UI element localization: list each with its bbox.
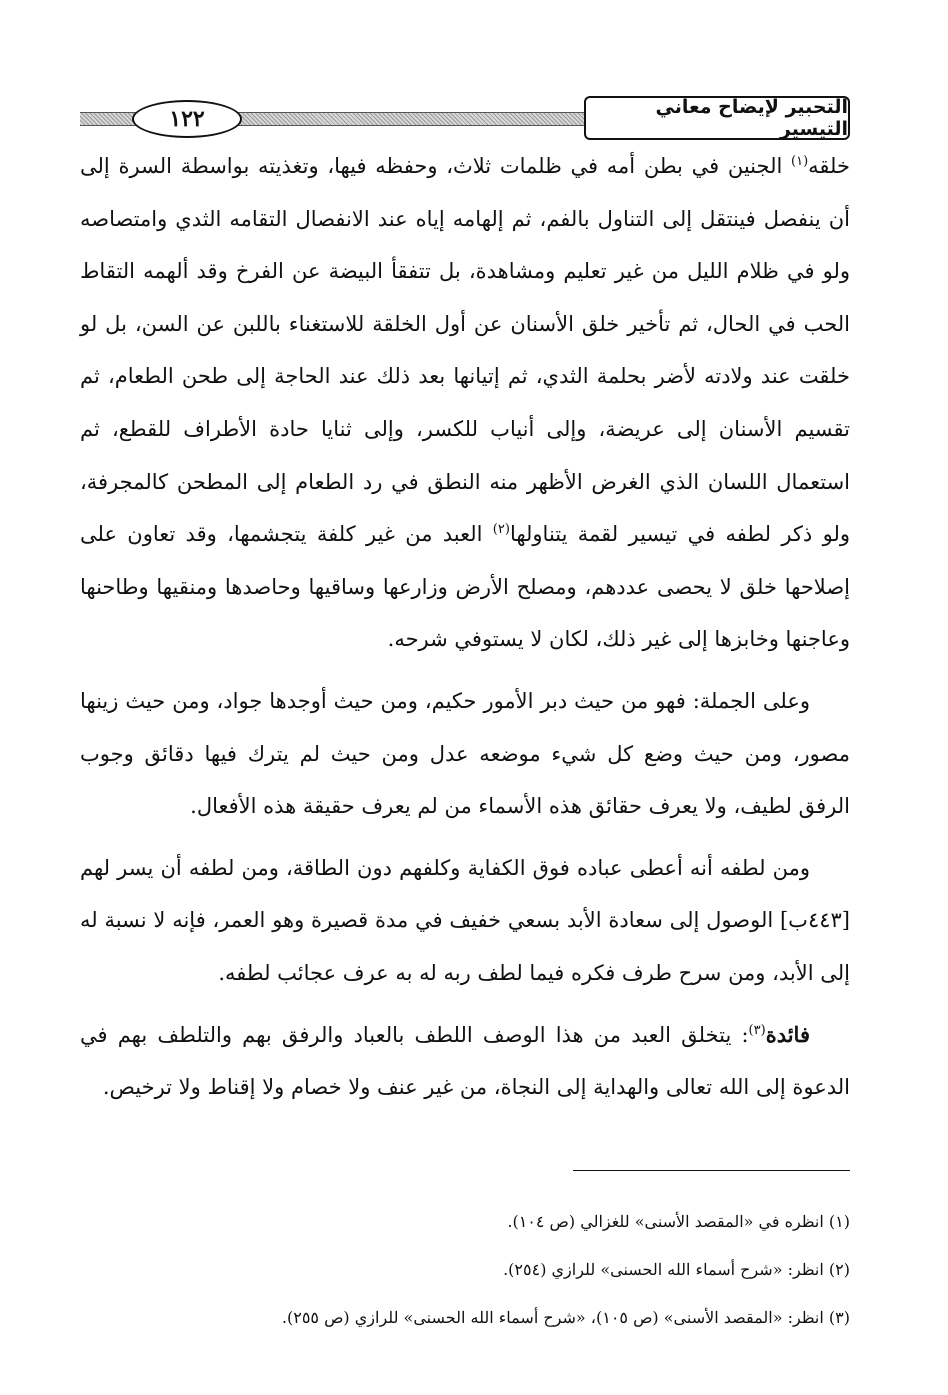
paragraph-1-start: خلقه [808,154,850,178]
footnote-ref-2: (٢) [492,522,510,538]
footnote-3: (٣) انظر: «المقصد الأسنى» (ص ١٠٥)، «شرح أسماء الله الحسنى» للرازي (ص ٢٥٥). [281,1308,850,1327]
footnote-2: (٢) انظر: «شرح أسماء الله الحسنى» للرازي (٢٥٤). [503,1260,850,1279]
paragraph-4-text: : يتخلق العبد من هذا الوصف اللطف بالعباد والرفق بهم والتلطف بهم في الدعوة إلى الله تعالى والهداية إلى النجاة، من غير عنف ولا خصام ولا إقناط ولا ترخيص. [80,1022,850,1100]
page-header [80,96,850,138]
paragraph-2: وعلى الجملة: فهو من حيث دبر الأمور حكيم، ومن حيث أوجدها جواد، ومن حيث زينها مصور، ومن حيث وضع كل شيء موضعه عدل ومن حيث لم يترك فيها دقائق وجوب الرفق لطيف، ولا يعرف حقائق هذه الأسماء من لم يعرف حقيقة هذه الأفعال. [80,688,850,819]
paragraph-1-end: العبد من غير كلفة يتجشمها، وقد تعاون على إصلاحها خلق لا يحصى عددهم، ومصلح الأرض وزارعها وساقيها وحاصدها ومنقيها وطاحنها وعاجنها وخابزها إلى غير ذلك، لكان لا يستوفي شرحه. [80,522,850,652]
benefit-label: فائدة [765,1021,810,1047]
footnote-ref-3: (٣) [748,1022,766,1038]
book-title: التحبير لإيضاح معاني التيسير [584,96,850,140]
paragraph-3: ومن لطفه أنه أعطى عباده فوق الكفاية وكلفهم دون الطاقة، ومن لطفه أن يسر لهم [٤٤٣ب] الوصول إلى سعادة الأبد بسعي خفيف في مدة قصيرة وهو العمر، فإنه لا نسبة له إلى الأبد، ومن سرح طرف فكره فيما لطف ربه له به عرف عجائب لطفه. [80,855,850,985]
footnotes [80,1198,850,1342]
main-text [80,140,850,1114]
footnote-1: (١) انظره في «المقصد الأسنى» للغزالي (ص ١٠٤). [507,1212,850,1231]
page-number: ١٢٢ [132,100,242,138]
paragraph-4 [80,1009,850,1114]
paragraph-1-middle: الجنين في بطن أمه في ظلمات ثلاث، وحفظه فيها، وتغذيته بواسطة السرة إلى أن ينفصل فينتقل إلى التناول بالفم، ثم إلهامه إياه عند الانفصال التقامه الثدي وامتصاصه ولو في ظلام الليل من غير تعليم ومشاهدة، بل تتفقأ البيضة عن الفرخ وقد ألهمه التقاط الحب في الحال، ثم تأخير خلق الأسنان عن أول الخلقة للاستغناء باللبن عن السن، بل لو خلقت عند ولادته لأضر بحلمة الثدي، ثم إتيانها بعد ذلك عند الحاجة إلى طحن الطعام، ثم تقسيم الأسنان إلى عريضة، وإلى أنياب للكسر، وإلى ثنايا حادة الأطراف للقطع، ثم استعمال اللسان الذي الغرض الأظهر منه النطق في رد الطعام إلى المطحن كالمجرفة، ولو ذكر لطفه في تيسير لقمة يتناولها [80,154,850,547]
footnote-ref-1: (١) [791,154,809,169]
footnote-separator [573,1170,850,1171]
paragraph-1 [80,140,850,666]
